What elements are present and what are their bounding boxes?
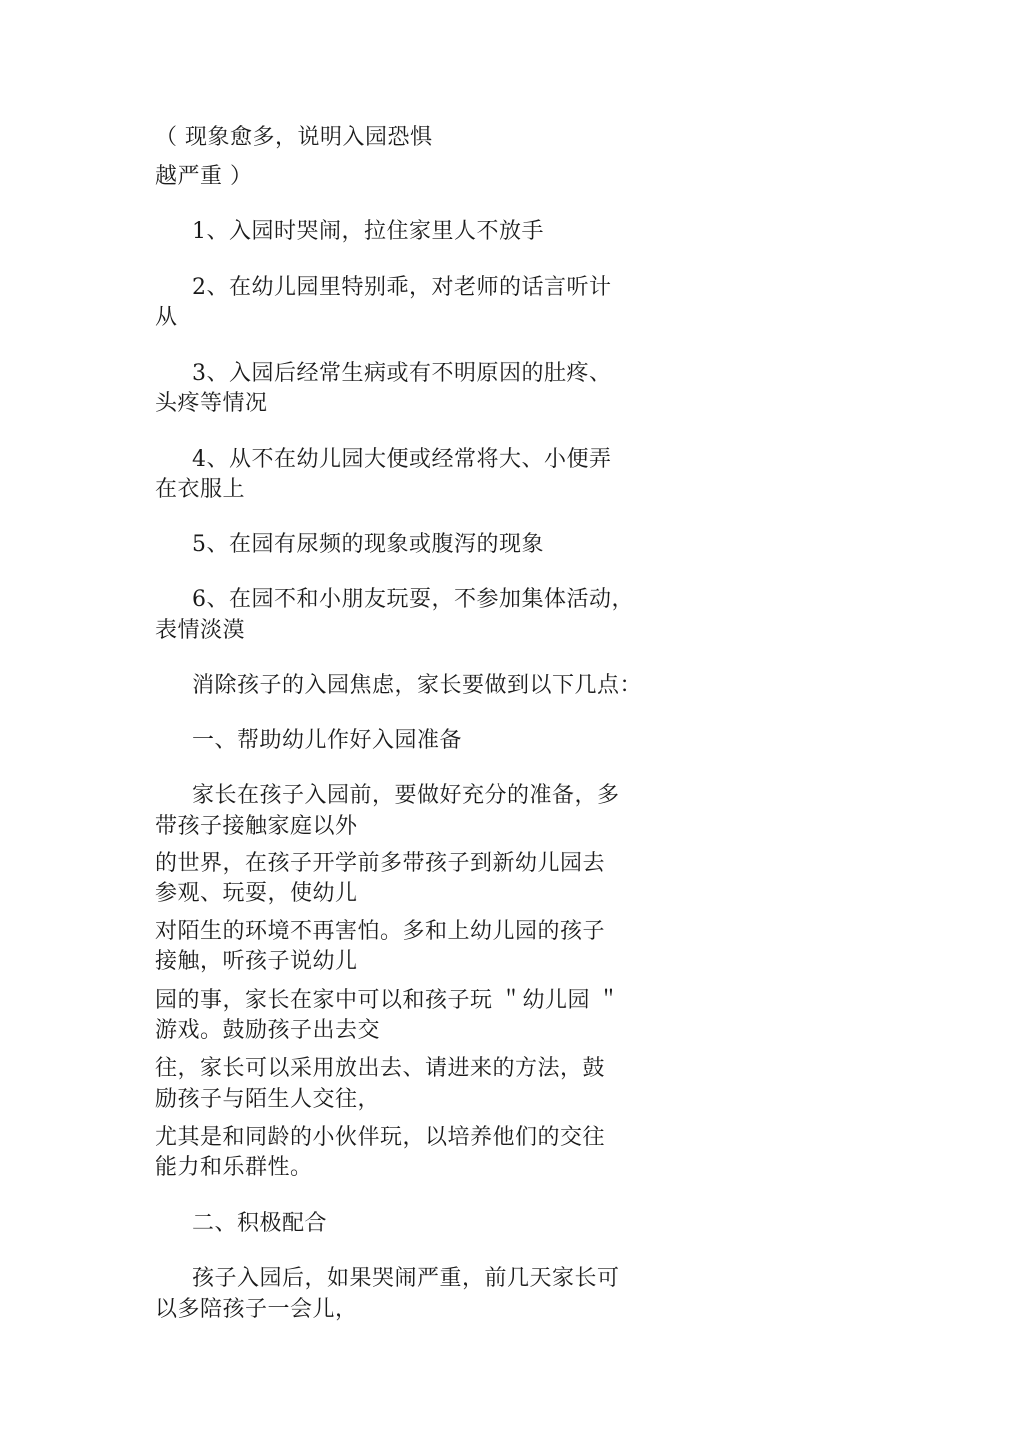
list-item: 4、从不在幼儿园大便或经常将大、小便弄: [192, 447, 612, 472]
list-item: 1、入园时哭闹，拉住家里人不放手: [192, 219, 544, 244]
list-item: 2、在幼儿园里特别乖，对老师的话言听计: [192, 275, 612, 300]
list-item: 3、入园后经常生病或有不明原因的肚疼、: [192, 361, 612, 386]
paragraph-line: 的世界，在孩子开学前多带孩子到新幼儿园去: [155, 851, 606, 876]
text-line: 从: [155, 305, 178, 330]
paragraph-line: 励孩子与陌生人交往，: [155, 1087, 381, 1112]
paragraph-line: 游戏。鼓励孩子出去交: [155, 1018, 381, 1043]
text-line: （ 现象愈多，说明入园恐惧: [155, 125, 433, 150]
paragraph-line: 能力和乐群性。: [155, 1155, 313, 1180]
paragraph-line: 园的事，家长在家中可以和孩子玩 ＂幼儿园 ＂: [155, 988, 620, 1013]
text-line: 在衣服上: [155, 477, 246, 502]
paragraph-line: 接触，听孩子说幼儿: [155, 949, 358, 974]
paragraph-line: 孩子入园后，如果哭闹严重，前几天家长可: [192, 1266, 620, 1291]
paragraph-line: 带孩子接触家庭以外: [155, 814, 358, 839]
paragraph-line: 参观、玩耍，使幼儿: [155, 881, 358, 906]
text-line: 越严重 ）: [155, 164, 253, 189]
paragraph-line: 消除孩子的入园焦虑，家长要做到以下几点：: [192, 673, 643, 698]
text-line: 头疼等情况: [155, 391, 268, 416]
section-heading: 二、积极配合: [192, 1211, 328, 1236]
paragraph-line: 往，家长可以采用放出去、请进来的方法，鼓: [155, 1056, 606, 1081]
section-heading: 一、帮助幼儿作好入园准备: [192, 728, 463, 753]
paragraph-line: 以多陪孩子一会儿，: [155, 1297, 358, 1322]
paragraph-line: 尤其是和同龄的小伙伴玩，以培养他们的交往: [155, 1125, 606, 1150]
text-line: 表情淡漠: [155, 618, 246, 643]
paragraph-line: 对陌生的环境不再害怕。多和上幼儿园的孩子: [155, 919, 606, 944]
list-item: 6、在园不和小朋友玩耍，不参加集体活动，: [192, 587, 634, 612]
list-item: 5、在园有尿频的现象或腹泻的现象: [192, 532, 544, 557]
paragraph-line: 家长在孩子入园前，要做好充分的准备，多: [192, 783, 620, 808]
